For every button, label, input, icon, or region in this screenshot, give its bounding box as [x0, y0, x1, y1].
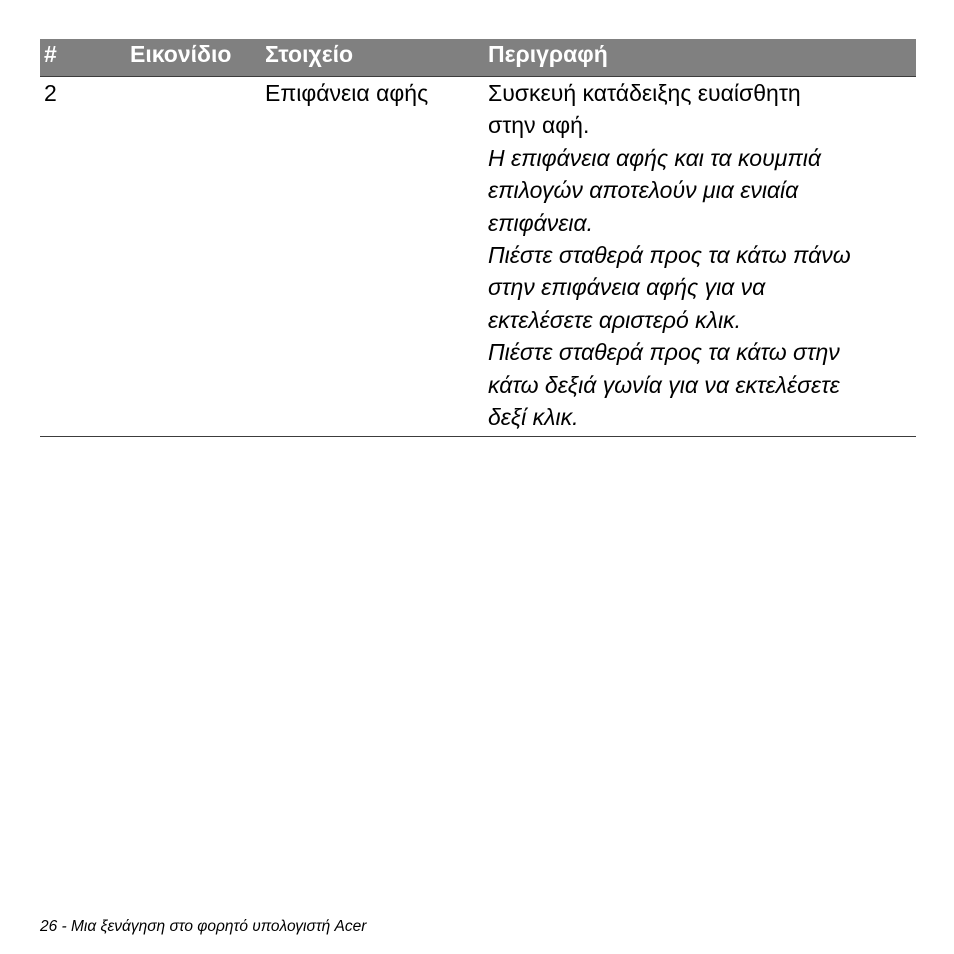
- description-line: Συσκευή κατάδειξης ευαίσθητη: [488, 80, 801, 106]
- table-row: [40, 77, 916, 437]
- header-item: Στοιχείο: [265, 41, 354, 67]
- description-italic-line: κάτω δεξιά γωνία για να εκτελέσετε: [488, 371, 840, 398]
- header-icon: Εικονίδιο: [130, 41, 232, 67]
- description-line: στην αφή.: [488, 112, 590, 139]
- description-italic-line: δεξί κλικ.: [488, 404, 579, 431]
- description-italic-line: επιφάνεια.: [488, 209, 593, 236]
- row-number: 2: [44, 80, 57, 106]
- description-italic-line: εκτελέσετε αριστερό κλικ.: [488, 306, 741, 333]
- page-footer: 26 - Μια ξενάγηση στο φορητό υπολογιστή Acer: [40, 918, 367, 935]
- description-italic-line: Πιέστε σταθερά προς τα κάτω πάνω: [488, 242, 851, 269]
- table-header-row: [40, 39, 916, 77]
- description-italic-line: Πιέστε σταθερά προς τα κάτω στην: [488, 339, 840, 366]
- feature-table: [40, 39, 916, 437]
- header-number: #: [44, 41, 57, 67]
- header-description: Περιγραφή: [488, 41, 608, 67]
- description-italic-line: Η επιφάνεια αφής και τα κουμπιά: [488, 144, 821, 171]
- row-description: [488, 77, 851, 433]
- description-italic-line: στην επιφάνεια αφής για να: [488, 274, 766, 301]
- description-italic-line: επιλογών αποτελούν μια ενιαία: [488, 177, 799, 204]
- row-item: Επιφάνεια αφής: [265, 80, 429, 106]
